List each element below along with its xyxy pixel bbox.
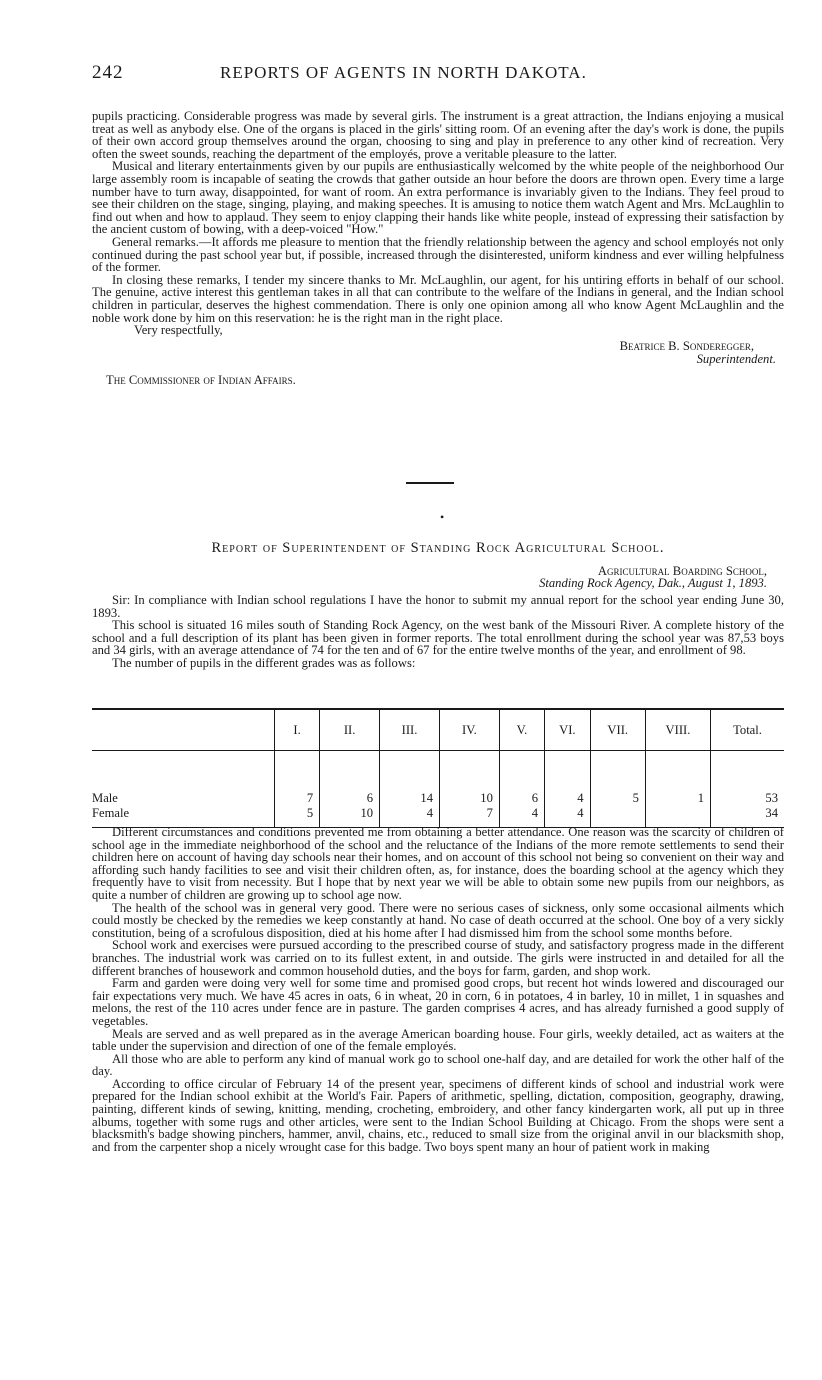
report-body — [92, 826, 784, 1153]
table-header: Total. — [711, 709, 784, 751]
table-header — [92, 709, 275, 751]
table-header: III. — [380, 709, 440, 751]
row-label: Male — [92, 791, 118, 805]
ornament-dot: • — [440, 510, 445, 524]
table-cell: 53 — [711, 791, 784, 806]
table-header: VII. — [590, 709, 645, 751]
table-cell: 5 — [590, 791, 645, 806]
table-cell: 4 — [545, 806, 591, 828]
signer-title: Superintendent. — [696, 352, 776, 367]
paragraph: General remarks.—It affords me pleasure to mention that the friendly relationship between the agency and school employés not only continued during the past school year but, if possible, increased through the disinterested, uniform kindness and ever willing helpfulness of the former. — [92, 234, 784, 275]
page-number: 242 — [92, 62, 124, 83]
running-title: REPORTS OF AGENTS IN NORTH DAKOTA. — [220, 63, 587, 82]
row-label: Female — [92, 806, 275, 828]
table-cell: 4 — [499, 806, 544, 828]
table-cell: 7 — [275, 791, 320, 806]
table-header: V. — [499, 709, 544, 751]
paragraph: The number of pupils in the different grades was as follows: — [112, 655, 416, 670]
paragraph: Meals are served and as well prepared as in the average American boarding house. Four girls, weekly detailed, act as waiters at the table under the supervision and direction of one of the female employés. — [92, 1026, 784, 1054]
table-header: IV. — [439, 709, 499, 751]
paragraph: The health of the school was in general very good. There were no serious cases of sickness, only some occasional ailments which could mostly be checked by the remedies we keep constantly at hand. No case of death occurred at the school. One boy of a very sickly constitution, being of a scrofulous disposition, died at his home after I had dismissed him from the school some months before. — [92, 900, 784, 940]
table-header: VI. — [545, 709, 591, 751]
table-cell: 4 — [545, 791, 591, 806]
paragraph: School work and exercises were pursued according to the prescribed course of study, and satisfactory progress made in the different branches. The industrial work was carried on to its fullest extent, in and outside. The girls were instructed in and detailed for all the different branches of housework and common household duties, and the boys for farm, garden, and shop work. — [92, 938, 784, 978]
table-cell: 6 — [320, 791, 380, 806]
paragraph: Different circumstances and conditions prevented me from obtaining a better attendance. One reason was the scarcity of children of school age in the immediate neighborhood of the school and the reluctance of the Indians of the more remote settlements to send their children here on account of having day schools near their homes, and on account of this school not being so convenient on their way and affording such handy facilities to see and visit their children often, as, for instance, does the boarding school at the agency which they frequently have to visit from necessity. But I hope that by next year we will be able to obtain some new pupils from our neighbors, as quite a number of children are growing up to school age now. — [92, 825, 784, 902]
paragraph: pupils practicing. Considerable progress was made by several girls. The instrument is a great attraction, the Indians enjoying a musical treat as well as anybody else. One of the organs is placed in the girls' sitting room. Of an evening after the day's work is done, the pupils of their own accord group themselves around the organ, choosing to sing and play in preference to any other kind of recreation. Very often the sweet sounds, reaching the department of the employés, prove a veritable pleasure to the latter. — [92, 109, 784, 161]
paragraph: Musical and literary entertainments given by our pupils are enthusiastically welcomed by the white people of the neighborhood Our large assembly room is incapable of seating the crowds that gather outside an hour before the doors are thrown open. Every time a large number have to turn away, disappointed, for want of room. An extra performance is invariably given to the Indians. They feel proud to see their children on the stage, singing, playing, and making speeches. It is amusing to notice them watch Agent and Mrs. McLaughlin to find out when and how to applaud. They seem to enjoy clapping their hands like white people, instead of expressing their satisfaction by the ancient custom of bowing, with a deep-voiced "How." — [92, 159, 784, 237]
report-date-line: Standing Rock Agency, Dak., August 1, 1893. — [539, 576, 767, 590]
paragraph: Farm and garden were doing very well for some time and promised good crops, but recent hot winds lowered and discouraged our fair expectations very much. We have 45 acres in oats, 6 in wheat, 20 in corn, 6 in potatoes, 4 in barley, 10 in millet, 1 in squashes and melons, the rest of the 110 acres under fence are in pasture. The garden comprises 4 acres, and has already furnished a good supply of vegetables. — [92, 976, 784, 1028]
signer-name: Beatrice B. Sonderegger, — [619, 339, 754, 354]
letter-body — [92, 109, 784, 388]
closing: Very respectfully, — [134, 323, 223, 338]
paragraph: This school is situated 16 miles south of Standing Rock Agency, on the west bank of the Missouri River. A complete history of the school and a full description of its plant has been given in former reports. The total enrollment during the school year was 87,53 boys and 34 girls, with an average attendance of 74 for the ten and of 67 for the entire twelve months of the year, and enrollment of 98. — [92, 618, 784, 658]
table-cell: 6 — [499, 791, 544, 806]
paragraph: All those who are able to perform any kind of manual work go to school one-half day, and are detailed for work the other half of the day. — [92, 1051, 784, 1079]
grades-table — [92, 708, 784, 828]
table-cell: 5 — [275, 806, 320, 828]
table-cell: 10 — [320, 806, 380, 828]
addressee: The Commissioner of Indian Affairs. — [106, 373, 296, 388]
table-cell: 7 — [439, 806, 499, 828]
report-intro — [92, 594, 784, 670]
table-header: II. — [320, 709, 380, 751]
table-cell: 34 — [711, 806, 784, 828]
table-cell: 10 — [439, 791, 499, 806]
section-divider — [406, 482, 454, 484]
table-cell: 1 — [645, 791, 710, 806]
table-header-row — [92, 709, 784, 751]
paragraph: In closing these remarks, I tender my sincere thanks to Mr. McLaughlin, our agent, for his untiring efforts in behalf of our school. The genuine, active interest this gentleman takes in all that can contribute to the welfare of the Indians in general, and the Indian school children in particular, deserves the highest commendation. There is only one opinion among all who know Agent McLaughlin and the noble work done by him on this reservation: he is the right man in the right place. — [92, 272, 784, 325]
table-cell: 14 — [380, 791, 440, 806]
table-header: VIII. — [645, 709, 710, 751]
paragraph: According to office circular of February 14 of the present year, specimens of different kinds of school and industrial work were prepared for the Indian school exhibit at the World's Fair. Papers of arithmetic, spelling, dictation, composition, geography, drawing, painting, different kinds of sewing, knitting, mending, crocheting, embroidery, and other fancy kindergarten work, all put up in three albums, together with some rugs and other articles, were sent to the Indian School Building at Chicago. From the shops were sent a blacksmith's badge showing pinchers, hammer, anvil, chains, etc., reduced to small size from the original anvil in our blacksmith shop, and from the carpenter shop a nicely wrought case for this badge. Two boys spent many an hour of patient work in making — [92, 1076, 784, 1154]
report-origin: Agricultural Boarding School, — [597, 564, 767, 578]
table-header: I. — [275, 709, 320, 751]
paragraph: Sir: In compliance with Indian school regulations I have the honor to submit my annual report for the school year ending June 30, 1893. — [92, 593, 784, 620]
table-cell: 4 — [380, 806, 440, 828]
table-row — [92, 791, 784, 806]
table-spacer-row — [92, 751, 784, 792]
report-title: Report of Superintendent of Standing Rock Agricultural School. — [211, 540, 665, 556]
